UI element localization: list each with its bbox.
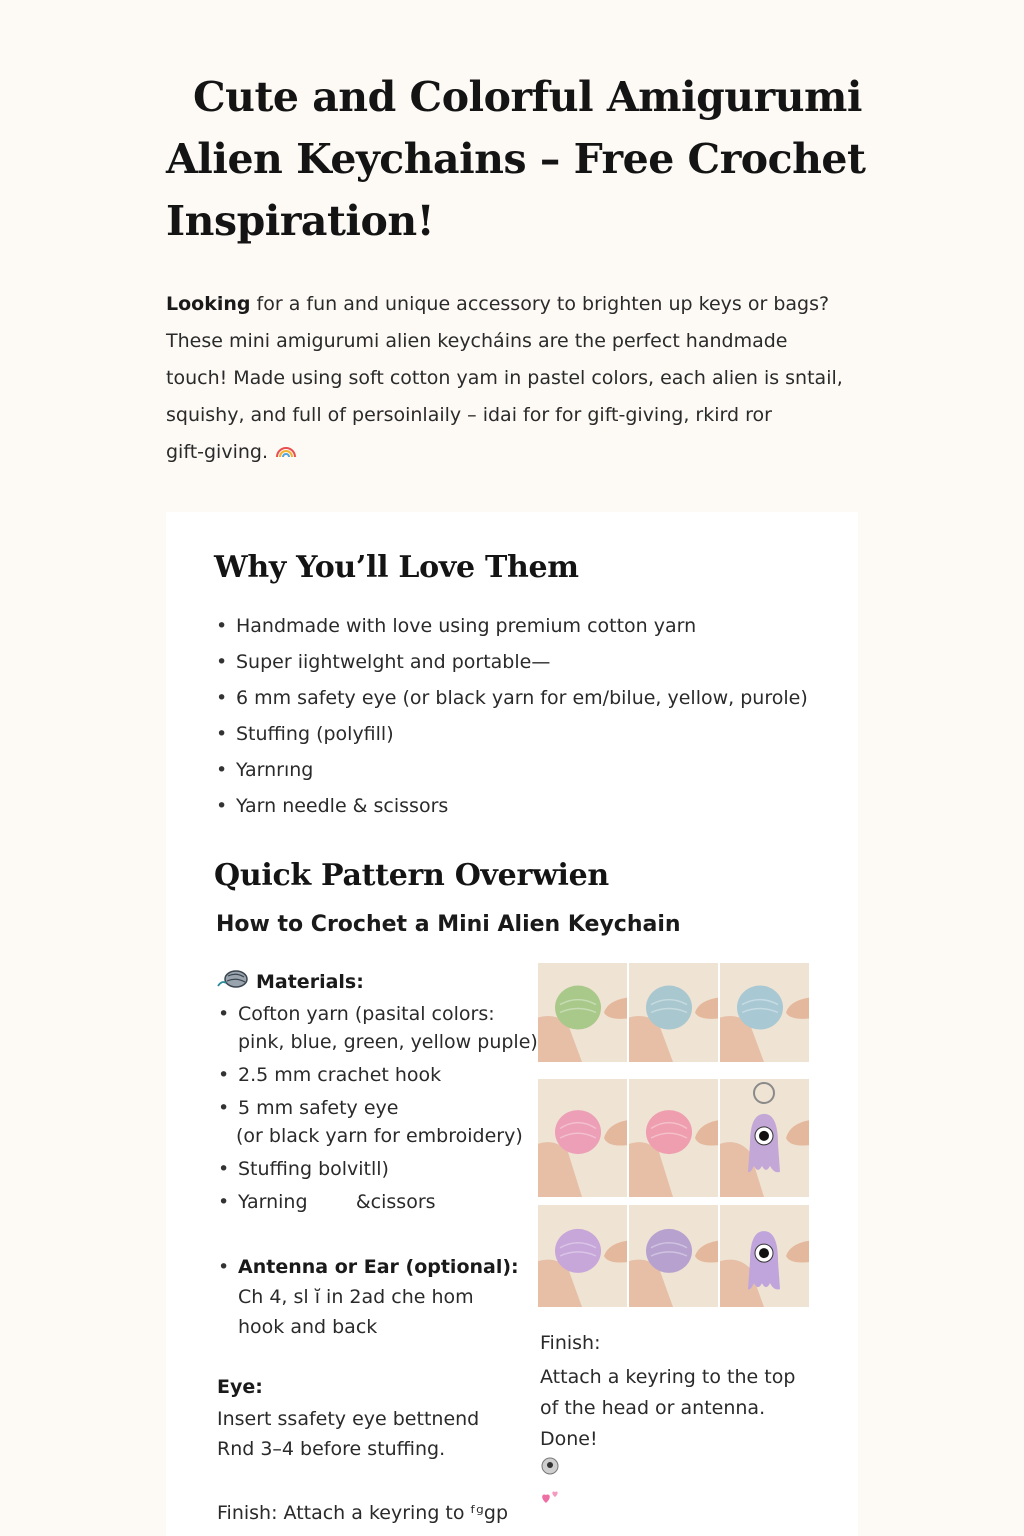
materials-label: Materials: [256,970,364,993]
finish-line: Done! [540,1428,598,1450]
material-line: Yarning &cissors [238,1191,436,1213]
materials-heading [216,968,364,995]
intro-line-5: gift-giving. [166,441,269,463]
antenna-line: Ch 4, sl ĭ in 2ad che hom [238,1286,474,1308]
list-item [218,1000,538,1056]
list-item-text: Yarn needle & scissors [236,795,449,817]
photo-purple-ball [538,1205,627,1307]
material-line: 2.5 mm crachet hook [238,1064,442,1086]
list-item [218,1061,538,1089]
why-list [216,608,808,824]
eye-line: Insert ssafety eye bettnend [217,1408,480,1430]
antenna-label: Antenna or Ear (optional): [238,1256,519,1278]
eye-label: Eye: [217,1376,263,1398]
photo-grid [538,963,811,1307]
list-item: • Stuffing (polyfill) [216,716,808,752]
hearts-icon [540,1486,795,1517]
photo-pink-ball [538,1079,627,1197]
list-item: • Yarnrıng [216,752,808,788]
material-line: 5 mm safety eye [238,1097,399,1119]
photo-purple-alien [720,1205,809,1307]
material-line: (or black yarn for embroidery) [236,1125,523,1147]
finish-bottom-text: Finish: Attach a keyring to ᶠᵍgp [217,1502,509,1524]
title-line-2: Alien Keychains – Free Crochet [166,135,866,183]
why-heading: Why You’ll Love Them [214,550,579,585]
photo-purple-ball [629,1205,718,1307]
antenna-line: hook and back [238,1316,378,1338]
intro-lead: Looking [166,293,251,315]
list-item: • Super iightwelght and portable— [216,644,808,680]
intro-line-4: squishy, and full of persoinlaily – idai for for gift-giving, rkird ror [166,404,772,426]
alien-emoji-icon [540,1455,795,1486]
intro-line-1: for a fun and unique accessory to brighten up keys or bags? [250,293,830,315]
photo-green-ball [538,963,627,1062]
finish-line: of the head or antenna. [540,1397,766,1419]
list-item [216,788,808,824]
material-line: Cofton yarn (pasital colors: [238,1003,495,1025]
pattern-heading: Quick Pattern Overwien [214,858,609,893]
page-title [166,66,866,252]
photo-purple-alien-keychain [720,1079,809,1197]
finish-label: Finish: [540,1332,601,1354]
intro-line-2: These mini amigurumi alien keycháins are the perfect handmade [166,330,788,352]
finish-line: Attach a keyring to the top [540,1366,796,1388]
eye-line: Rnd 3–4 before stuffing. [217,1438,446,1460]
finish-section [540,1328,795,1517]
rainbow-icon [274,434,298,471]
intro-line-3: touch! Made using soft cotton yam in pastel colors, each alien is sntail, [166,367,843,389]
title-line-1: Cute and Colorful Amigurumi [193,73,862,121]
antenna-section [218,1252,519,1342]
list-item [218,1188,538,1216]
title-line-3: Inspiration! [166,197,435,245]
list-item: • 6 mm safety eye (or black yarn for em/bilue, yellow, purole) [216,680,808,716]
materials-list [218,1000,538,1221]
list-item [218,1094,538,1150]
pattern-subheading: How to Crochet a Mini Alien Keychain [216,912,681,937]
list-item: • Handmade with love using premium cotton yarn [216,608,808,644]
eye-section [217,1372,479,1464]
yarn-icon [216,968,250,995]
antenna-heading [218,1256,519,1278]
photo-pink-ball [629,1079,718,1197]
material-line: Stuffing bolvitll) [238,1158,389,1180]
content-card [166,512,858,1536]
list-item [218,1155,538,1183]
material-line: pink, blue, green, yellow puple) [238,1031,538,1053]
photo-blue-ball [720,963,809,1062]
intro-paragraph [166,286,866,471]
photo-blue-ball [629,963,718,1062]
